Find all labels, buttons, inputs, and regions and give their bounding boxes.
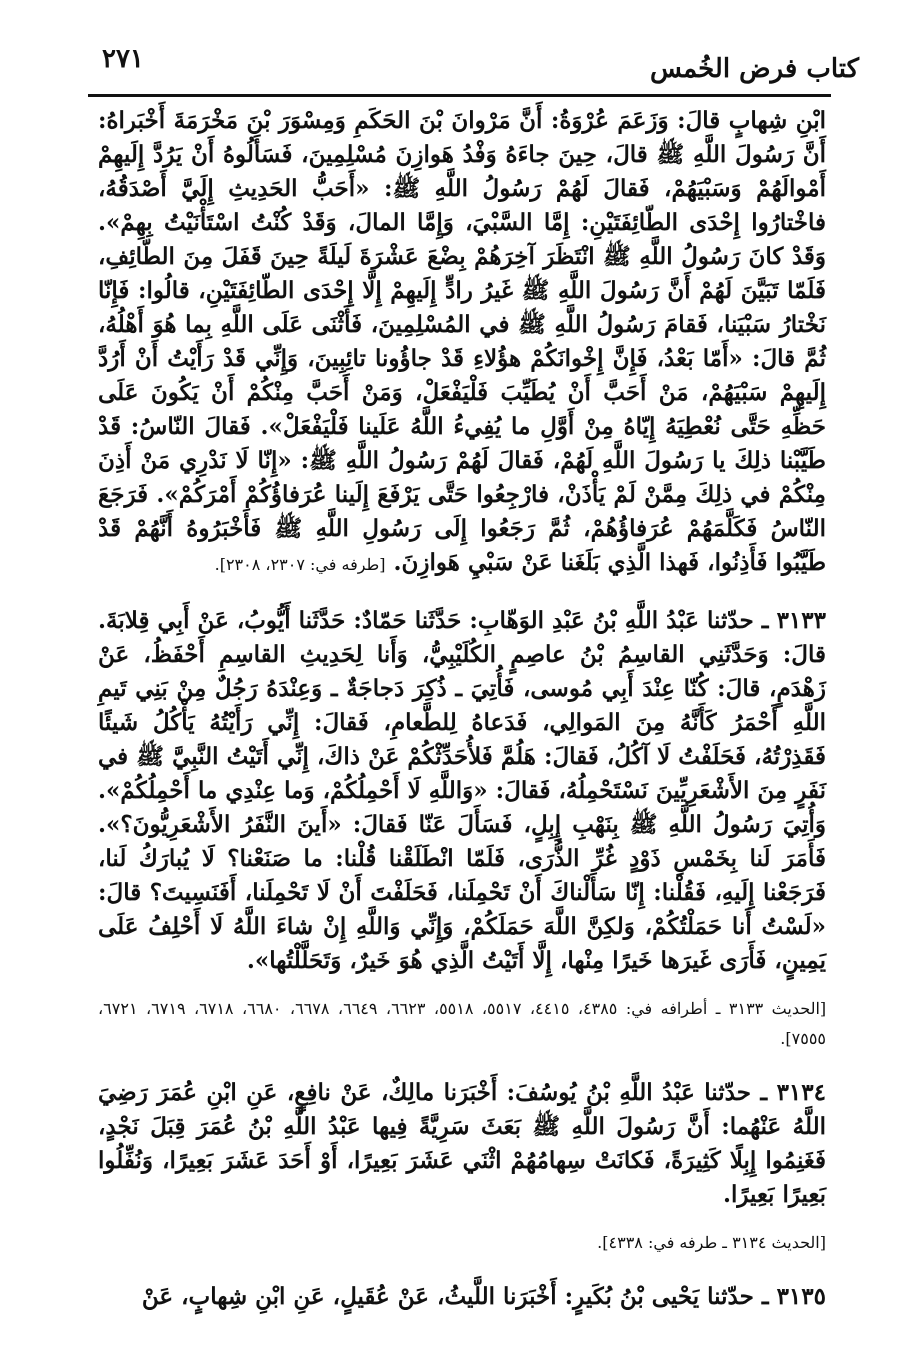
header-rule [88, 94, 831, 97]
hadith-text: حدّثنا عَبْدُ اللَّهِ بْنُ عَبْدِ الوَهّابِ: حَدَّثَنا حَمّادٌ: حَدَّثَنا أَيُّوبُ، عَنْ أَبِي قِلابَةَ. قالَ: وَحَدَّثَنِي القاسِمُ بْنُ عاصِمٍ الكُلَيْبِيُّ، وَأَنا لِحَدِيثِ القاسِمِ أَحْفَظُ، عَنْ زَهْدَمٍ، قالَ: كُنّا عِنْدَ أَبِي مُوسى، فَأُتِيَ ـ ذُكِرَ دَجاجَةٌ ـ وَعِنْدَهُ رَجُلٌ مِنْ بَنِي تَيمِ اللَّهِ أَحْمَرُ كَأَنَّهُ مِنَ المَوالِي، فَدَعاهُ لِلطَّعامِ، فَقالَ: إِنِّي رَأَيْتُهُ يَأْكُلُ شَيئًا فَقَذِرْتُهُ، فَحَلَفْتُ لَا آكُلُ، فَقالَ: هَلُمَّ فَلأُحَدِّثْكُمْ عَنْ ذاكَ، إِنِّي أَتَيْتُ النَّبِيَّ ﷺ في نَفَرٍ مِنَ الأَشْعَرِيِّينَ نَسْتَحْمِلُهُ، فَقالَ: «وَاللَّهِ لَا أَحْمِلُكُمْ، وَما عِنْدِي ما أَحْمِلُكُمْ». وَأُتِيَ رَسُولُ اللَّهِ ﷺ بِنَهْبِ إِبِلٍ، فَسَأَلَ عَنّا فَقالَ: «أَينَ النَّفَرُ الأَشْعَرِيُّونَ؟». فَأَمَرَ لَنا بِخَمْسِ ذَوْدٍ غُرِّ الذُّرَى، فَلَمّا انْطَلَقْنا قُلْنا: ما صَنَعْنا؟ لَا يُبارَكُ لَنا، فَرَجَعْنا إِلَيهِ، فَقُلْنا: إِنّا سَأَلْناكَ أَنْ تَحْمِلَنا، فَحَلَفْتَ أَنْ لَا تَحْمِلَنا، أَفَنَسِيتَ؟ قالَ: «لَسْتُ أَنا حَمَلْتُكُمْ، وَلكِنَّ اللَّهَ حَمَلَكُمْ، وَإِنِّي وَاللَّهِ إِنْ شاءَ اللَّهُ لَا أَحْلِفُ عَلَى يَمِينٍ، فَأَرَى غَيرَها خَيرًا مِنْها، إِلَّا أَتَيْتُ الَّذِي هُوَ خَيرٌ، وَتَحَلَّلْتُها». [98, 607, 826, 974]
cross-reference: [طرفه في: ٢٣٠٧، ٢٣٠٨]. [214, 555, 386, 574]
hadith-number: ٣١٣٣ ـ [761, 607, 826, 634]
cross-reference: [الحديث ٣١٣٤ ـ طرفه في: ٤٣٣٨]. [597, 1233, 826, 1252]
page-header [40, 40, 881, 90]
paragraph-intro [98, 104, 826, 582]
hadith-3134 [98, 1076, 826, 1212]
hadith-text: حدّثنا يَحْيى بْنُ بُكَيرٍ: أَخْبَرَنا اللَّيثُ، عَنْ عُقَيلٍ، عَنِ ابْنِ شِهابٍ، عَنْ [141, 1283, 754, 1310]
hadith-number: ٣١٣٥ ـ [761, 1283, 826, 1310]
page-body [98, 104, 826, 1314]
cross-reference: [الحديث ٣١٣٣ ـ أطرافه في: ٤٣٨٥، ٤٤١٥، ٥٥١٧، ٥٥١٨، ٦٦٢٣، ٦٦٤٩، ٦٦٧٨، ٦٦٨٠، ٦٧١٨، ٦٧١٩، ٦٧٢١، ٧٥٥٥]. [98, 999, 827, 1048]
page-number: ٢٧١ [102, 44, 144, 74]
paragraph-text: ابْنِ شِهابٍ قالَ: وَزَعَمَ عُرْوَةُ: أَنَّ مَرْوانَ بْنَ الحَكَمِ وَمِسْوَرَ بْنَ مَخْرَمَةَ أَخْبَراهُ: أَنَّ رَسُولَ اللَّهِ ﷺ قالَ، حِينَ جاءَهُ وَفْدُ هَوازِنَ مُسْلِمِينَ، فَسَأَلُوهُ أَنْ يَرُدَّ إِلَيهِمْ أَمْوالَهُمْ وَسَبْيَهُمْ، فَقالَ لَهُمْ رَسُولُ اللَّهِ ﷺ: «أَحَبُّ الحَدِيثِ إِلَيَّ أَصْدَقُهُ، فاخْتارُوا إِحْدَى الطّائِفَتَيْنِ: إِمَّا السَّبْيَ، وَإِمَّا المالَ، وَقَدْ كُنْتُ اسْتَأْنَيْتُ بِهِمْ». وَقَدْ كانَ رَسُولُ اللَّهِ ﷺ انْتَظَرَ آخِرَهُمْ بِضْعَ عَشْرَةَ لَيلَةً حِينَ قَفَلَ مِنَ الطّائِفِ، فَلَمّا تَبَيَّنَ لَهُمْ أَنَّ رَسُولَ اللَّهِ ﷺ غَيرُ رادٍّ إِلَيهِمْ إِلَّا إِحْدَى الطّائِفَتَيْنِ، قالُوا: فَإِنّا نَخْتارُ سَبْيَنا، فَقامَ رَسُولُ اللَّهِ ﷺ في المُسْلِمِينَ، فَأَثْنَى عَلَى اللَّهِ بِما هُوَ أَهْلُهُ، ثُمَّ قالَ: «أَمّا بَعْدُ، فَإِنَّ إِخْوانَكُمْ هؤُلاءِ قَدْ جاؤُونا تائِبِينَ، وَإِنِّي قَدْ رَأَيْتُ أَنْ أَرُدَّ إِلَيهِمْ سَبْيَهُمْ، مَنْ أَحَبَّ أَنْ يُطَيِّبَ فَلْيَفْعَلْ، وَمَنْ أَحَبَّ مِنْكُمْ أَنْ يَكُونَ عَلَى حَظِّهِ حَتَّى نُعْطِيَهُ إِيّاهُ مِنْ أَوَّلِ ما يُفِيءُ اللَّهُ عَلَينا فَلْيَفْعَلْ». فَقالَ النّاسُ: قَدْ طَيَّبْنا ذلِكَ يا رَسُولَ اللَّهِ لَهُمْ، فَقالَ لَهُمْ رَسُولُ اللَّهِ ﷺ: «إِنّا لَا نَدْرِي مَنْ أَذِنَ مِنْكُمْ في ذلِكَ مِمَّنْ لَمْ يَأْذَنْ، فارْجِعُوا حَتَّى يَرْفَعَ إِلَينا عُرَفاؤُكُمْ أَمْرَكُمْ». فَرَجَعَ النّاسُ فَكَلَّمَهُمْ عُرَفاؤُهُمْ، ثُمَّ رَجَعُوا إِلَى رَسُولِ اللَّهِ ﷺ فَأَخْبَرُوهُ أَنَّهُمْ قَدْ طَيَّبُوا فَأَذِنُوا، فَهذا الَّذِي بَلَغَنا عَنْ سَبْيِ هَوازِنَ. [98, 107, 826, 576]
hadith-3135 [98, 1280, 826, 1314]
hadith-3133 [98, 604, 826, 978]
running-title: كتاب فرض الخُمس [649, 54, 859, 84]
hadith-number: ٣١٣٤ ـ [760, 1079, 826, 1106]
hadith-text: حدّثنا عَبْدُ اللَّهِ بْنُ يُوسُفَ: أَخْبَرَنا مالِكٌ، عَنْ نافِعٍ، عَنِ ابْنِ عُمَرَ رَضِيَ اللَّهُ عَنْهُما: أَنَّ رَسُولَ اللَّهِ ﷺ بَعَثَ سَرِيَّةً فِيها عَبْدُ اللَّهِ بْنُ عُمَرَ قِبَلَ نَجْدٍ، فَغَنِمُوا إِبِلًا كَثِيرَةً، فَكانَتْ سِهامُهُمْ اثْنَي عَشَرَ بَعِيرًا، أَوْ أَحَدَ عَشَرَ بَعِيرًا، وَنُفِّلُوا بَعِيرًا بَعِيرًا. [98, 1079, 826, 1208]
